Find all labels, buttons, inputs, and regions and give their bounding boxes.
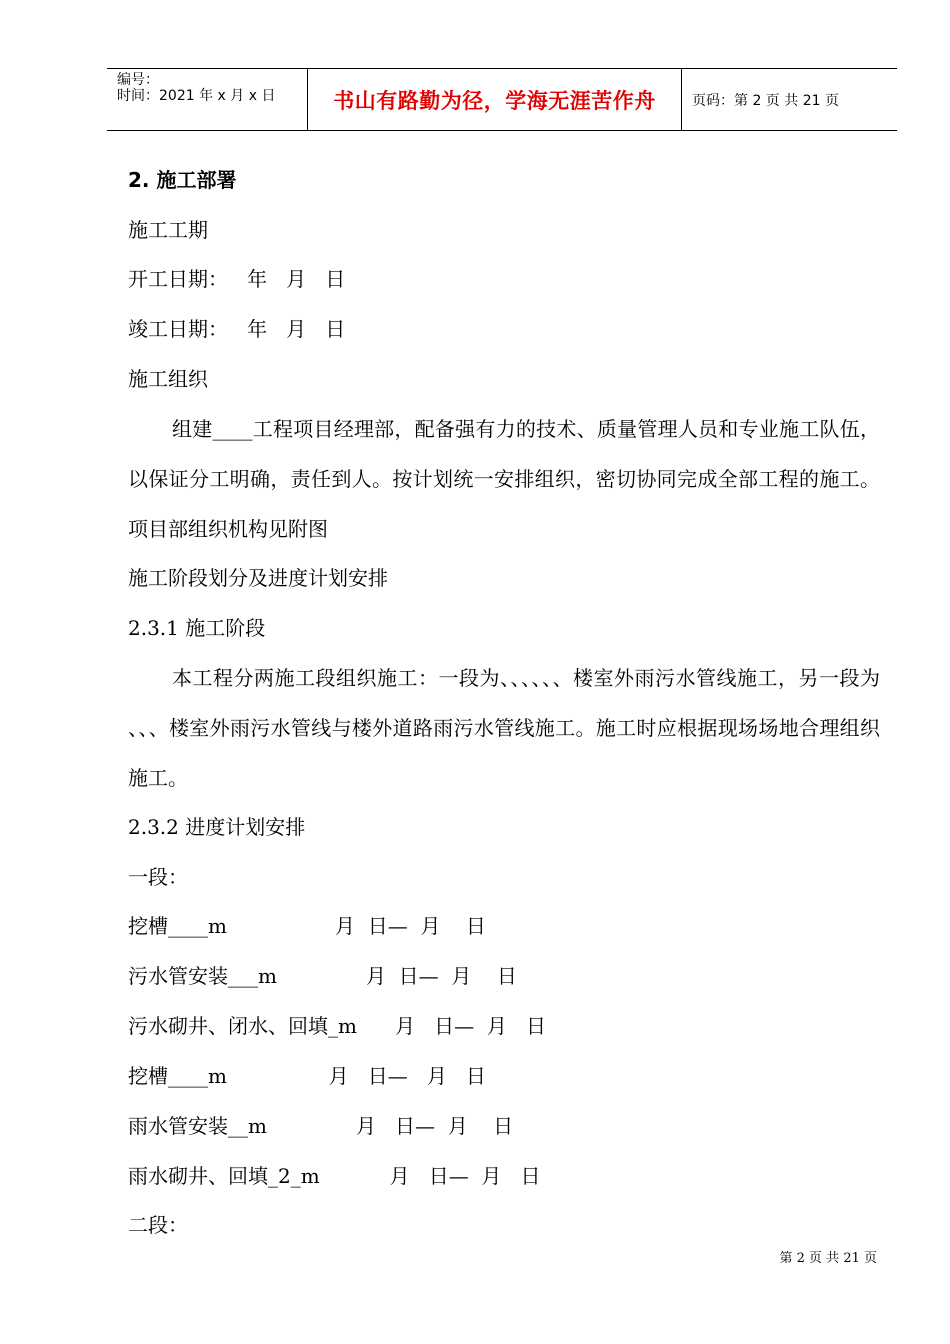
org-title: 施工组织 [128, 367, 208, 391]
page-footer: 第 2 页 共 21 页 [779, 1251, 877, 1266]
end-date: 竣工日期： 年 月 日 [128, 317, 346, 341]
time-label: 时间：2021 年 x 月 x 日 [117, 88, 276, 104]
number-label: 编号： [117, 72, 159, 88]
header-meta [107, 69, 308, 130]
page-header [107, 68, 897, 131]
stage-plan-title: 施工阶段划分及进度计划安排 [128, 566, 388, 590]
schedule-item: 雨水砌井、回填_2_m 月 日— 月 日 [128, 1164, 541, 1188]
segment-one-label: 一段： [128, 865, 188, 889]
schedule-item: 污水砌井、闭水、回填_m 月 日— 月 日 [128, 1014, 546, 1038]
start-date: 开工日期： 年 月 日 [128, 267, 346, 291]
schedule-item: 挖槽____m 月 日— 月 日 [128, 914, 486, 938]
period-title: 施工工期 [128, 218, 208, 242]
schedule-item: 雨水管安装__m 月 日— 月 日 [128, 1114, 514, 1138]
motto-text: 书山有路勤为径，学海无涯苦作舟 [333, 88, 656, 113]
subsection-2-3-1: 2.3.1 施工阶段 [128, 616, 266, 640]
header-page-info [682, 69, 897, 130]
segment-two-label: 二段： [128, 1213, 188, 1237]
section-title: 2. 施工部署 [128, 168, 237, 192]
org-paragraph: 组建____工程项目经理部，配备强有力的技术、质量管理人员和专业施工队伍，以保证分工明确，责任到人。按计划统一安排组织，密切协同完成全部工程的施工。项目部组织机构见附图 [128, 417, 880, 541]
stage-paragraph: 本工程分两施工段组织施工：一段为、、、、、、楼室外雨污水管线施工，另一段为 、、、楼室外雨污水管线与楼外道路雨污水管线施工。施工时应根据现场场地合理组织施工。 [128, 666, 880, 790]
schedule-item: 挖槽____m 月 日— 月 日 [128, 1064, 486, 1088]
page-info-text: 页码：第 2 页 共 21 页 [692, 92, 839, 109]
schedule-item: 污水管安装___m 月 日— 月 日 [128, 964, 517, 988]
subsection-2-3-2: 2.3.2 进度计划安排 [128, 815, 306, 839]
header-motto-cell [308, 69, 682, 130]
